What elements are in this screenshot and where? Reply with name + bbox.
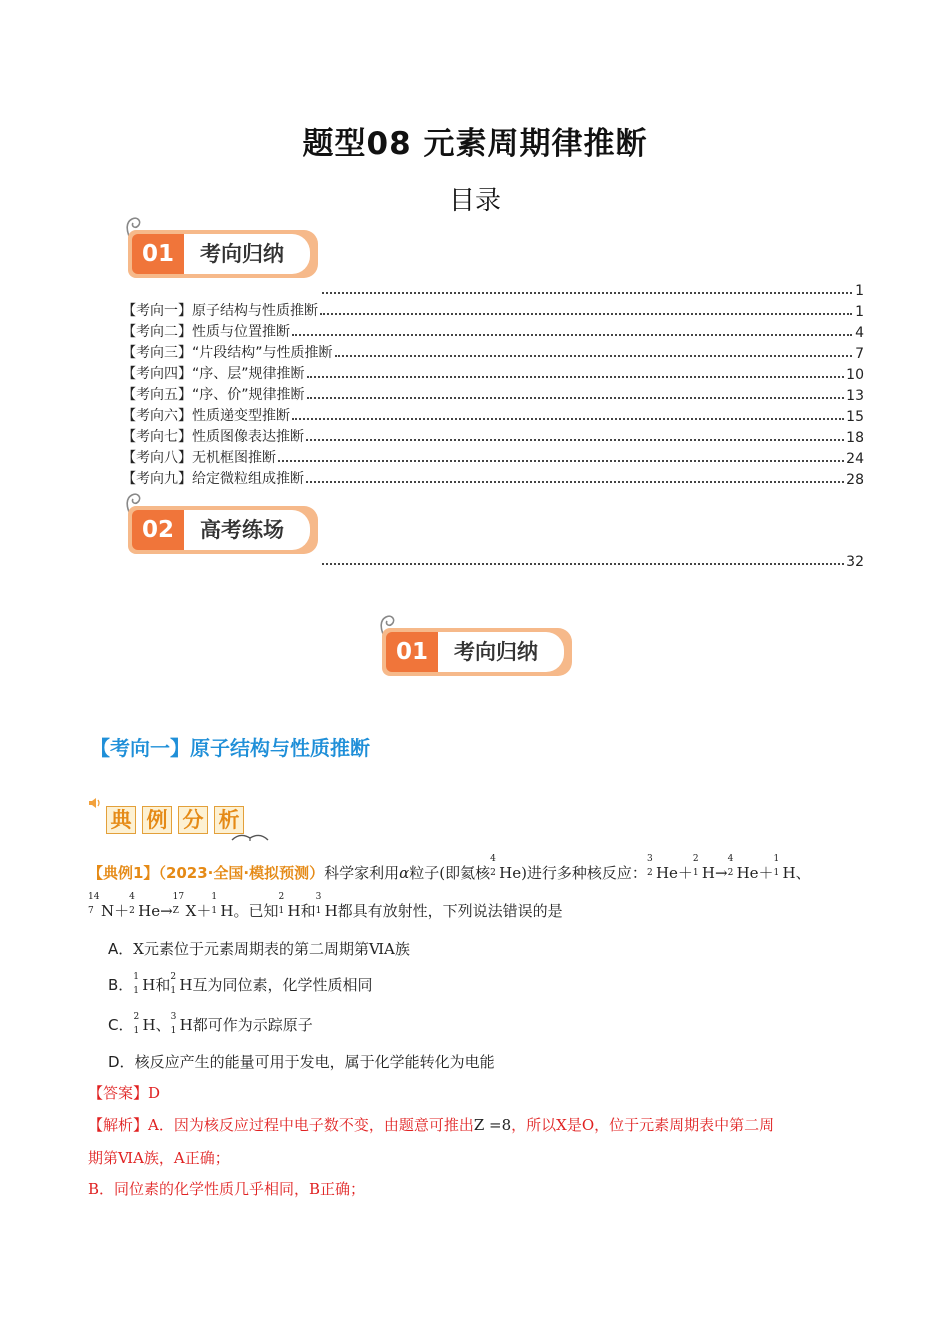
toc-label: 【考向二】性质与位置推断 xyxy=(122,324,290,340)
analysis-text: ，所以X是O，位于元素周期表中第二周 xyxy=(511,1116,775,1134)
option-text: 和 xyxy=(155,976,171,994)
badge-number: 02 xyxy=(132,510,184,550)
section-badge-gaokao xyxy=(128,492,324,554)
book-icon xyxy=(230,830,270,842)
toc-row-practice[interactable] xyxy=(122,549,864,570)
section-badge-kaoxiang-main xyxy=(382,614,578,676)
option-label: D． xyxy=(108,1053,135,1071)
example-analysis-banner xyxy=(88,796,278,844)
document-title: 题型08 元素周期律推断 xyxy=(302,126,648,162)
badge-label: 考向归纳 xyxy=(438,632,564,672)
stem-text: )进行多种核反应： xyxy=(521,864,647,882)
banner-char: 例 xyxy=(142,806,172,834)
stem-text: 粒子(即氦核 xyxy=(409,864,491,882)
example-tag: 【典例1】 xyxy=(88,864,159,882)
banner-char: 分 xyxy=(178,806,208,834)
toc-row[interactable] xyxy=(122,362,864,383)
badge-number: 01 xyxy=(132,234,184,274)
option-text: 都可作为示踪原子 xyxy=(192,1016,313,1034)
option-text: 、 xyxy=(155,1016,171,1034)
toc-page: 18 xyxy=(846,430,864,446)
toc-page: 1 xyxy=(855,304,864,320)
toc-row[interactable] xyxy=(122,299,864,320)
toc-page: 1 xyxy=(855,283,864,299)
analysis-text: 【解析】A．因为核反应过程中电子数不变，由题意可推出 xyxy=(88,1116,474,1134)
toc-row[interactable] xyxy=(122,446,864,467)
section-heading: 【考向一】原子结构与性质推断 xyxy=(90,736,370,760)
isotope-he4: 4 2 He xyxy=(490,854,522,882)
option-label: C． xyxy=(108,1016,134,1034)
toc-page: 10 xyxy=(846,367,864,383)
speaker-icon xyxy=(88,796,102,810)
toc-list-practice xyxy=(122,549,864,570)
reaction-equation: 3 2 He＋ xyxy=(646,854,693,882)
alpha-symbol: α xyxy=(399,864,410,882)
toc-row[interactable] xyxy=(122,320,864,341)
analysis-formula: Z =8 xyxy=(473,1116,512,1134)
toc-page: 28 xyxy=(846,472,864,488)
badge-label: 高考练场 xyxy=(184,510,310,550)
reaction-equation-2: 14 7 N＋ xyxy=(88,892,130,920)
option-label: B． xyxy=(108,976,134,994)
toc-label: 【考向七】性质图像表达推断 xyxy=(122,429,304,445)
toc-label: 【考向一】原子结构与性质推断 xyxy=(122,303,318,319)
toc-page: 15 xyxy=(846,409,864,425)
toc-row-top[interactable] xyxy=(122,278,864,299)
toc-label: 【考向六】性质递变型推断 xyxy=(122,408,290,424)
toc-row[interactable] xyxy=(122,383,864,404)
toc-label: 【考向三】“片段结构”与性质推断 xyxy=(122,345,333,361)
toc-row[interactable] xyxy=(122,467,864,488)
analysis-line3: B．同位素的化学性质几乎相同，B正确； xyxy=(88,1180,366,1198)
badge-label: 考向归纳 xyxy=(184,234,310,274)
section-badge-kaoxiang xyxy=(128,216,324,278)
stem-text: 科学家利用 xyxy=(324,864,400,882)
option-b[interactable]: B． 1 1 H和 2 1 H互为同位素，化学性质相同 xyxy=(108,972,373,996)
analysis-line1 xyxy=(88,1110,868,1140)
banner-char: 典 xyxy=(106,806,136,834)
option-text: X元素位于元素周期表的第二周期第ⅥA族 xyxy=(133,940,410,958)
toc-page: 32 xyxy=(846,554,864,570)
example-stem-line1: 【典例1】（2023·全国·模拟预测）科学家利用α粒子(即氦核 4 2 He)进行多种核反应： 3 2 He＋ 2 1 H→ 4 2 He＋ 1 1 H、 xyxy=(88,858,868,888)
option-text: 核反应产生的能量可用于发电，属于化学能转化为电能 xyxy=(134,1053,495,1071)
analysis-line2: 期第ⅥA族，A正确； xyxy=(88,1149,230,1167)
toc-label: 【考向四】“序、层”规律推断 xyxy=(122,366,305,382)
toc-label: 【考向八】无机框图推断 xyxy=(122,450,276,466)
option-text: 互为同位素，化学性质相同 xyxy=(192,976,373,994)
toc-page: 4 xyxy=(855,325,864,341)
answer-line: 【答案】D xyxy=(88,1084,161,1102)
toc-label: 【考向九】给定微粒组成推断 xyxy=(122,471,304,487)
example-stem-line2: 14 7 N＋ 4 2 He→ 17 Z X＋ 1 1 H。已知 2 1 H和 3 1 H都具有放射性，下列说法错误的是 xyxy=(88,896,868,926)
banner-char: 析 xyxy=(214,806,244,834)
toc-page: 7 xyxy=(855,346,864,362)
option-label: A． xyxy=(108,940,134,958)
toc-page: 24 xyxy=(846,451,864,467)
option-a[interactable] xyxy=(108,938,410,959)
badge-number: 01 xyxy=(386,632,438,672)
option-c[interactable]: C． 2 1 H、 3 1 H都可作为示踪原子 xyxy=(108,1012,313,1036)
stem-text: 。已知 xyxy=(233,902,279,920)
toc-row[interactable] xyxy=(122,425,864,446)
stem-text: 和 xyxy=(300,902,316,920)
toc-label: 【考向五】“序、价”规律推断 xyxy=(122,387,305,403)
toc-heading: 目录 xyxy=(448,186,501,216)
toc-page: 13 xyxy=(846,388,864,404)
example-source: （2023·全国·模拟预测） xyxy=(158,864,325,882)
toc-list xyxy=(122,278,864,488)
toc-row[interactable] xyxy=(122,404,864,425)
stem-text: 都具有放射性，下列说法错误的是 xyxy=(337,902,563,920)
option-d[interactable] xyxy=(108,1051,495,1072)
toc-row[interactable] xyxy=(122,341,864,362)
